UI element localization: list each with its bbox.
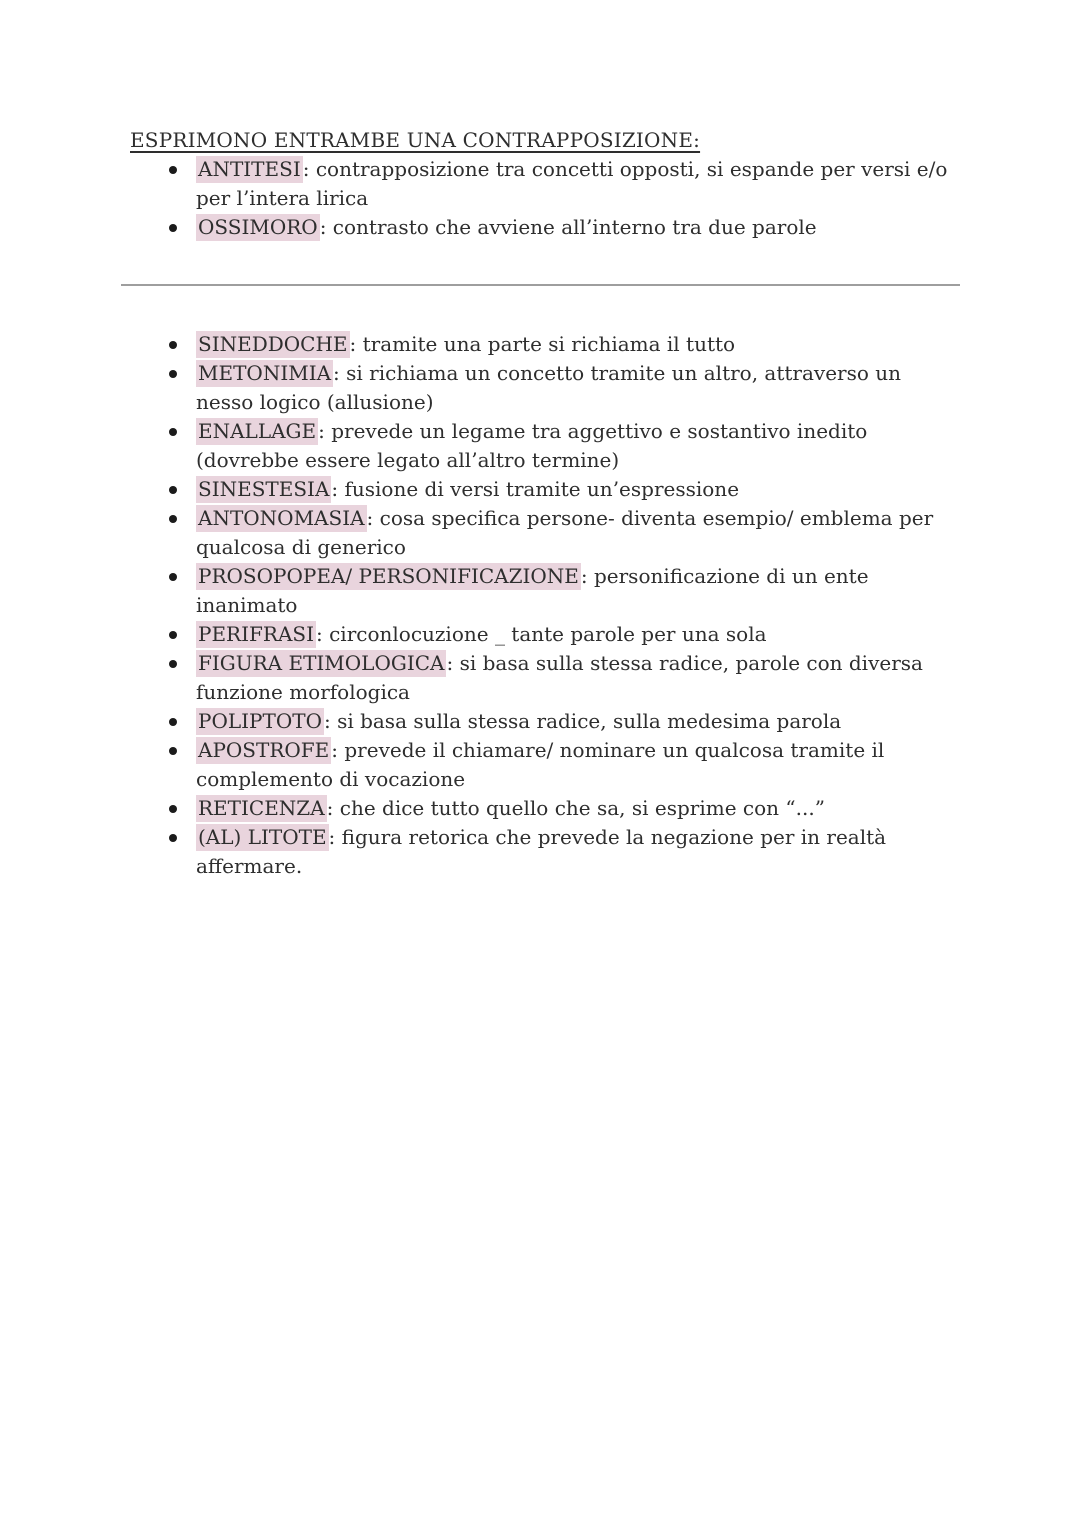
list-item (166, 504, 954, 562)
section-divider (121, 284, 960, 286)
definition-text: : contrasto che avviene all’interno tra due parole (319, 215, 817, 239)
list-item (166, 417, 954, 475)
term-highlight: OSSIMORO (198, 215, 318, 239)
list-item (166, 475, 954, 504)
term-highlight: (AL) LITOTE (198, 825, 327, 849)
term-highlight: METONIMIA (198, 361, 332, 385)
term-highlight: SINESTESIA (198, 477, 330, 501)
term-highlight: ENALLAGE (198, 419, 317, 443)
term-highlight: ANTONOMASIA (198, 506, 365, 530)
list-item (166, 562, 954, 620)
list-item (166, 620, 954, 649)
list-item (166, 707, 954, 736)
list-item (166, 649, 954, 707)
contrapposizione-list (130, 155, 954, 242)
definition-text: : personificazione di un ente inanimato (196, 564, 869, 617)
term-highlight: ANTITESI (198, 157, 301, 181)
definition-text: : circonlocuzione _ tante parole per una sola (316, 622, 767, 646)
list-item (166, 794, 954, 823)
term-highlight: POLIPTOTO (198, 709, 322, 733)
definition-text: : si basa sulla stessa radice, parole con diversa funzione morfologica (196, 651, 923, 704)
term-highlight: FIGURA ETIMOLOGICA (198, 651, 445, 675)
list-item (166, 359, 954, 417)
term-highlight: RETICENZA (198, 796, 325, 820)
term-highlight: APOSTROFE (198, 738, 330, 762)
definition-text: : fusione di versi tramite un’espressione (331, 477, 740, 501)
definition-text: : prevede il chiamare/ nominare un qualcosa tramite il complemento di vocazione (196, 738, 885, 791)
definition-text: : tramite una parte si richiama il tutto (349, 332, 736, 356)
definition-text: : si richiama un concetto tramite un altro, attraverso un nesso logico (allusione) (196, 361, 902, 414)
definition-text: : che dice tutto quello che sa, si esprime con “...” (326, 796, 825, 820)
definition-text: : figura retorica che prevede la negazione per in realtà affermare. (196, 825, 887, 878)
term-highlight: PERIFRASI (198, 622, 314, 646)
term-highlight: PROSOPOPEA/ PERSONIFICAZIONE (198, 564, 579, 588)
list-item (166, 213, 954, 242)
definition-text: : prevede un legame tra aggettivo e sostantivo inedito (dovrebbe essere legato all’altro termine) (196, 419, 868, 472)
definition-text: : si basa sulla stessa radice, sulla medesima parola (323, 709, 842, 733)
definition-text: : cosa specifica persone- diventa esempio/ emblema per qualcosa di generico (196, 506, 934, 559)
list-item (166, 736, 954, 794)
list-item (166, 823, 954, 881)
list-item (166, 330, 954, 359)
list-item (166, 155, 954, 213)
section-heading-contrapposizione: ESPRIMONO ENTRAMBE UNA CONTRAPPOSIZIONE: (130, 128, 701, 152)
figure-retoriche-list (130, 330, 954, 881)
term-highlight: SINEDDOCHE (198, 332, 348, 356)
definition-text: : contrapposizione tra concetti opposti, si espande per versi e/o per l’intera lirica (196, 157, 948, 210)
